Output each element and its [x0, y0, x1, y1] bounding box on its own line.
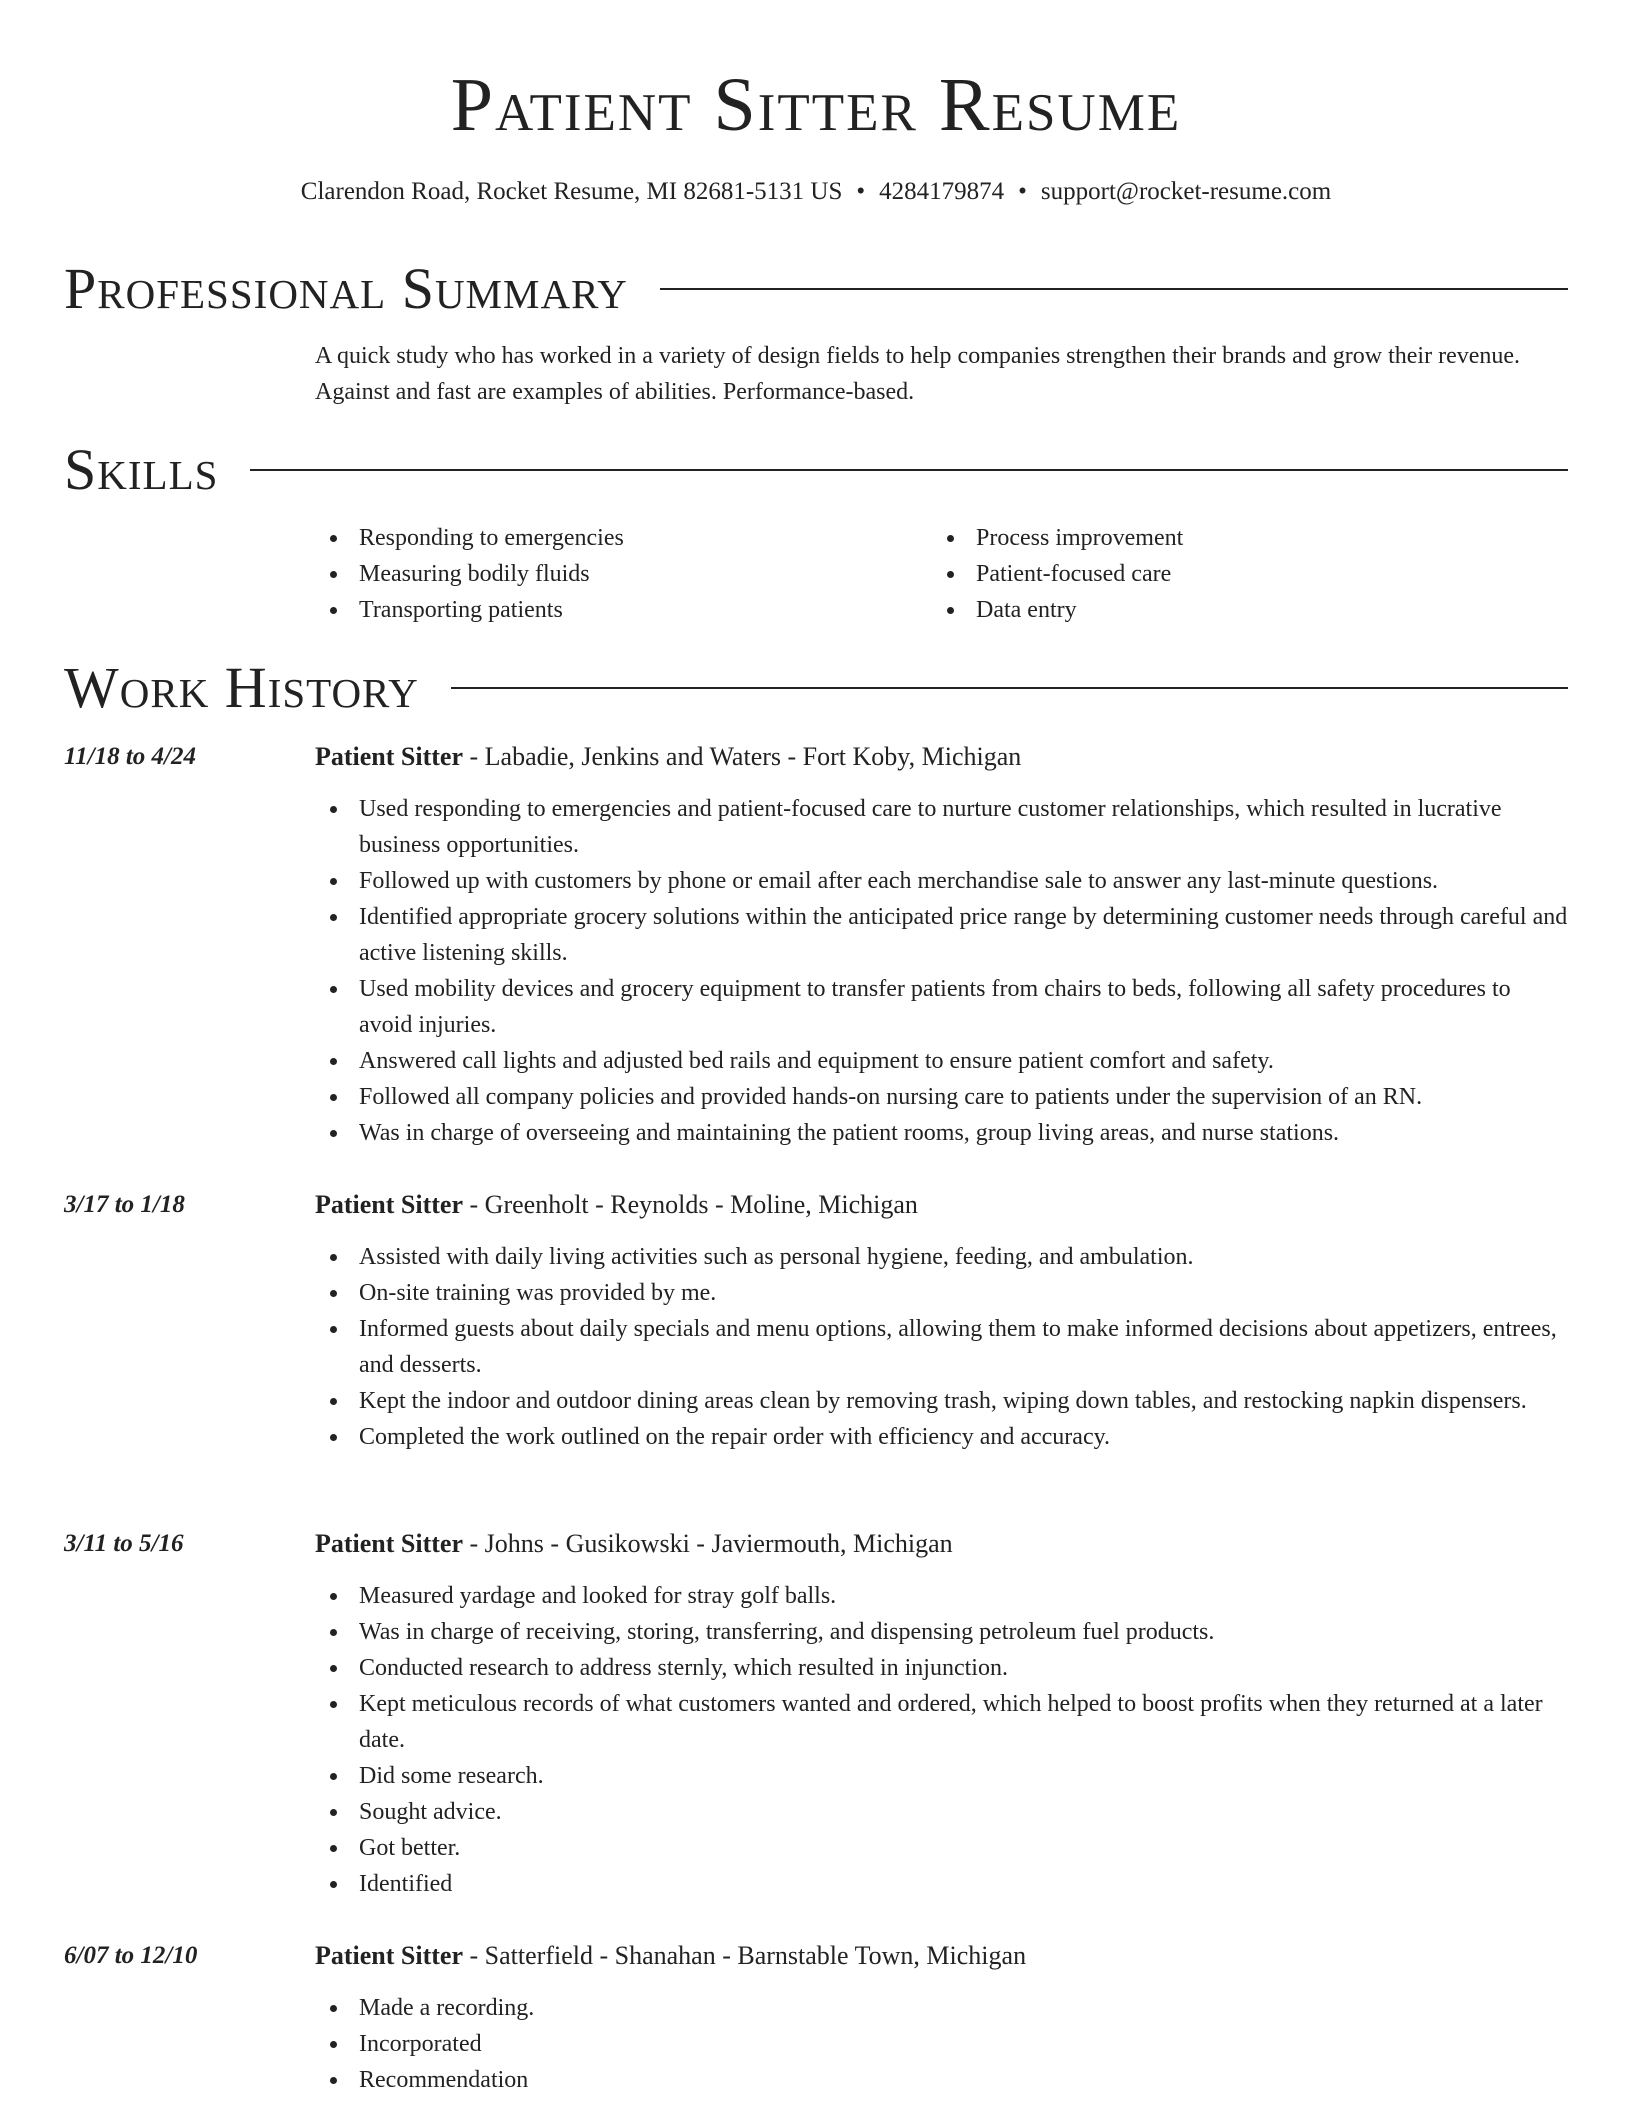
job-bullet: Followed up with customers by phone or email after each merchandise sale to answer any last-minute questions.	[315, 863, 1568, 899]
job-bullet: Incorporated	[315, 2026, 1568, 2062]
job-bullets	[315, 791, 1568, 1151]
job-bullets	[315, 1990, 1568, 2098]
job-bullet: Measured yardage and looked for stray golf balls.	[315, 1578, 1568, 1614]
divider	[250, 469, 1568, 471]
job-bullet: Identified	[315, 1866, 1568, 1902]
job-bullet: Kept meticulous records of what customers wanted and ordered, which helped to boost profits when they returned at a later date.	[315, 1686, 1568, 1758]
job-bullet: Recommendation	[315, 2062, 1568, 2098]
job-bullet: Used responding to emergencies and patient-focused care to nurture customer relationships, which resulted in lucrative business opportunities.	[315, 791, 1568, 863]
skills-column-right	[932, 520, 1549, 628]
job-role: Patient Sitter	[315, 742, 464, 771]
job-bullet: Assisted with daily living activities such as personal hygiene, feeding, and ambulation.	[315, 1239, 1568, 1275]
skill-item: Responding to emergencies	[315, 520, 932, 556]
job-bullet: Conducted research to address sternly, which resulted in injunction.	[315, 1650, 1568, 1686]
summary-text: A quick study who has worked in a variety of design fields to help companies strengthen their brands and grow their revenue. Against and fast are examples of abilities. Performance-based.	[315, 343, 1521, 405]
job-bullet: On-site training was provided by me.	[315, 1275, 1568, 1311]
skill-item: Patient-focused care	[932, 556, 1549, 592]
job-entry	[64, 1938, 1568, 2098]
skill-item: Transporting patients	[315, 592, 932, 628]
job-bullet: Was in charge of overseeing and maintaining the patient rooms, group living areas, and nurse stations.	[315, 1115, 1568, 1151]
job-role: Patient Sitter	[315, 1190, 464, 1219]
job-entry	[64, 739, 1568, 1151]
section-title-skills: Skills	[64, 437, 219, 502]
job-entry	[64, 1187, 1568, 1455]
job-dates: 3/17 to 1/18	[64, 1191, 185, 1218]
job-bullet: Did some research.	[315, 1758, 1568, 1794]
job-bullet: Got better.	[315, 1830, 1568, 1866]
job-bullet: Followed all company policies and provided hands-on nursing care to patients under the supervision of an RN.	[315, 1079, 1568, 1115]
separator: •	[856, 178, 866, 205]
section-title-summary: Professional Summary	[64, 256, 628, 321]
skill-item: Process improvement	[932, 520, 1549, 556]
job-bullet: Made a recording.	[315, 1990, 1568, 2026]
job-bullets	[315, 1578, 1568, 1902]
job-details: - Johns - Gusikowski - Javiermouth, Michigan	[463, 1529, 953, 1558]
separator: •	[1018, 178, 1027, 205]
phone: 4284179874	[879, 178, 1005, 205]
job-bullets	[315, 1239, 1568, 1455]
page-title: Patient Sitter Resume	[450, 63, 1182, 147]
address: Clarendon Road, Rocket Resume, MI 82681-5131 US	[300, 178, 843, 205]
job-details: - Labadie, Jenkins and Waters - Fort Koby, Michigan	[463, 742, 1022, 771]
skill-item: Measuring bodily fluids	[315, 556, 932, 592]
skills-section-header	[64, 438, 1568, 502]
job-bullet: Informed guests about daily specials and menu options, allowing them to make informed decisions about appetizers, entrees, and desserts.	[315, 1311, 1568, 1383]
skill-item: Data entry	[932, 592, 1549, 628]
job-bullet: Sought advice.	[315, 1794, 1568, 1830]
divider	[660, 288, 1568, 290]
job-bullet: Used mobility devices and grocery equipment to transfer patients from chairs to beds, following all safety procedures to avoid injuries.	[315, 971, 1568, 1043]
job-bullet: Identified appropriate grocery solutions within the anticipated price range by determining customer needs through careful and active listening skills.	[315, 899, 1568, 971]
job-role: Patient Sitter	[315, 1529, 464, 1558]
job-dates: 6/07 to 12/10	[64, 1942, 198, 1969]
email: support@rocket-resume.com	[1040, 178, 1332, 205]
job-bullet: Kept the indoor and outdoor dining areas clean by removing trash, wiping down tables, and restocking napkin dispensers.	[315, 1383, 1568, 1419]
job-details: - Greenholt - Reynolds - Moline, Michigan	[463, 1190, 918, 1219]
divider	[451, 687, 1568, 689]
contact-line	[0, 176, 1632, 208]
skills-column-left	[315, 520, 932, 628]
job-dates: 11/18 to 4/24	[64, 743, 196, 770]
job-heading	[315, 1529, 953, 1559]
job-bullet: Was in charge of receiving, storing, transferring, and dispensing petroleum fuel products.	[315, 1614, 1568, 1650]
skills-list	[315, 520, 1575, 628]
job-bullet: Completed the work outlined on the repair order with efficiency and accuracy.	[315, 1419, 1568, 1455]
job-dates: 3/11 to 5/16	[64, 1530, 184, 1557]
job-heading	[315, 1941, 1026, 1971]
job-entry	[64, 1526, 1568, 1902]
summary-section-header	[64, 257, 1568, 321]
job-heading	[315, 742, 1021, 772]
job-heading	[315, 1190, 918, 1220]
job-details: - Satterfield - Shanahan - Barnstable Town, Michigan	[463, 1941, 1027, 1970]
job-role: Patient Sitter	[315, 1941, 464, 1970]
work-section-header	[64, 656, 1568, 720]
section-title-work: Work History	[64, 655, 419, 720]
job-bullet: Answered call lights and adjusted bed rails and equipment to ensure patient comfort and safety.	[315, 1043, 1568, 1079]
